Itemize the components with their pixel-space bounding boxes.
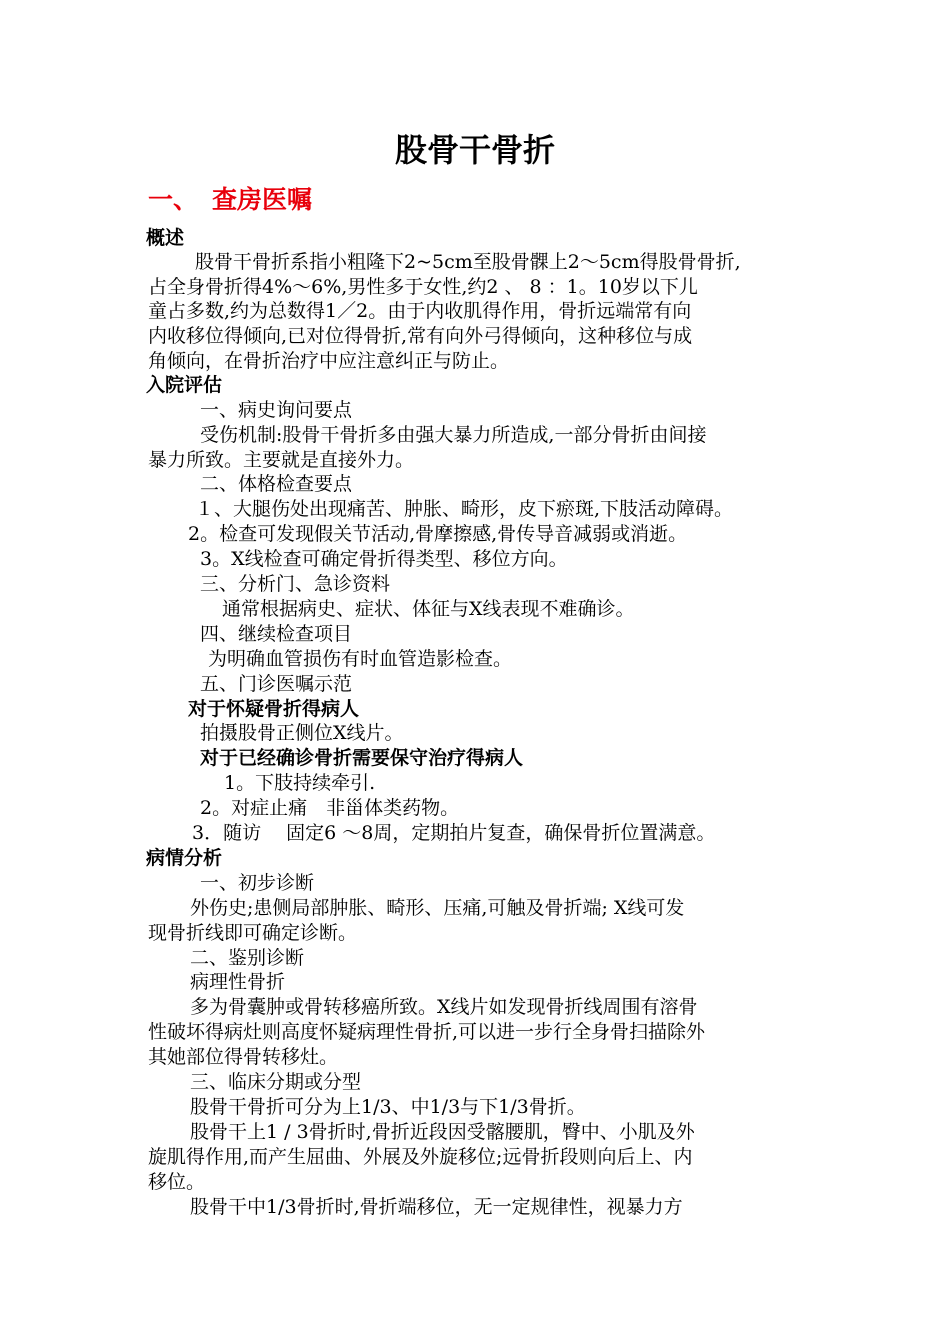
text-line: 占全身骨折得4%～6%,男性多于女性,约2 、 8 ：1。10岁以下儿 — [148, 276, 698, 298]
text-line: 3。X线检查可确定骨折得类型、移位方向。 — [200, 548, 568, 570]
text-line: 五、门诊医嘱示范 — [200, 673, 353, 695]
text-line: 其她部位得骨转移灶。 — [148, 1046, 339, 1068]
text-line: １、大腿伤处出现痛苦、肿胀、畸形，皮下瘀斑,下肢活动障碍。 — [195, 498, 734, 520]
section-number: 一、 — [148, 185, 199, 214]
text-line: 2。检查可发现假关节活动,骨摩擦感,骨传导音减弱或消逝。 — [188, 523, 688, 545]
subheading-confirmed: 对于已经确诊骨折需要保守治疗得病人 — [200, 747, 524, 769]
text-line: 拍摄股骨正侧位X线片。 — [200, 722, 404, 744]
text-line: 角倾向，在骨折治疗中应注意纠正与防止。 — [148, 350, 510, 372]
text-line: 性破坏得病灶则高度怀疑病理性骨折,可以进一步行全身骨扫描除外 — [148, 1021, 706, 1043]
text-line: 一、病史询问要点 — [200, 399, 353, 421]
text-line: 四、继续检查项目 — [200, 623, 353, 645]
text-line: 现骨折线即可确定诊断。 — [148, 922, 358, 944]
text-line: 受伤机制:股骨干骨折多由强大暴力所造成,一部分骨折由间接 — [200, 424, 707, 446]
subheading-analysis: 病情分析 — [146, 847, 223, 869]
text-line: 股骨干骨折系指小粗隆下2~5cm至股骨髁上2～5cm得股骨骨折, — [195, 251, 741, 273]
text-line: 1。下肢持续牵引. — [224, 772, 376, 794]
text-line: 一、初步诊断 — [200, 872, 315, 894]
document-title: 股骨干骨折 — [394, 131, 555, 169]
section-heading — [148, 183, 312, 217]
text-line: 暴力所致。主要就是直接外力。 — [148, 449, 415, 471]
text-line: 多为骨囊肿或骨转移癌所致。X线片如发现骨折线周围有溶骨 — [190, 996, 698, 1018]
text-line: 二、鉴别诊断 — [190, 947, 305, 969]
text-line: 3．随访 固定6 ～8周，定期拍片复查，确保骨折位置满意。 — [192, 822, 716, 844]
text-line: 移位。 — [148, 1171, 206, 1193]
text-line: 三、分析门、急诊资料 — [200, 573, 391, 595]
text-line: 股骨干上1 / 3骨折时,骨折近段因受髂腰肌，臀中、小肌及外 — [190, 1121, 695, 1143]
subheading-suspected: 对于怀疑骨折得病人 — [188, 698, 360, 720]
text-line: 童占多数,约为总数得1／2。由于内收肌得作用，骨折远端常有向 — [148, 300, 692, 322]
text-line: 通常根据病史、症状、体征与X线表现不难确诊。 — [222, 598, 635, 620]
text-line: 内收移位得倾向,已对位得骨折,常有向外弓得倾向，这种移位与成 — [148, 325, 693, 347]
text-line: 为明确血管损伤有时血管造影检查。 — [208, 648, 513, 670]
text-line: 外伤史;患侧局部肿胀、畸形、压痛,可触及骨折端; X线可发 — [190, 897, 685, 919]
text-line: 病理性骨折 — [190, 971, 286, 993]
text-line: 旋肌得作用,而产生屈曲、外展及外旋移位;远骨折段则向后上、内 — [148, 1146, 693, 1168]
subheading-overview: 概述 — [146, 227, 185, 249]
subheading-admission: 入院评估 — [146, 374, 223, 396]
text-line: 2。对症止痛 非甾体类药物。 — [200, 797, 460, 819]
text-line: 三、临床分期或分型 — [190, 1071, 362, 1093]
text-line: 股骨干骨折可分为上1/3、中1/3与下1/3骨折。 — [190, 1096, 586, 1118]
section-heading-text: 查房医嘱 — [212, 185, 313, 214]
text-line: 二、体格检查要点 — [200, 473, 353, 495]
text-line: 股骨干中1/3骨折时,骨折端移位，无一定规律性，视暴力方 — [190, 1196, 683, 1218]
